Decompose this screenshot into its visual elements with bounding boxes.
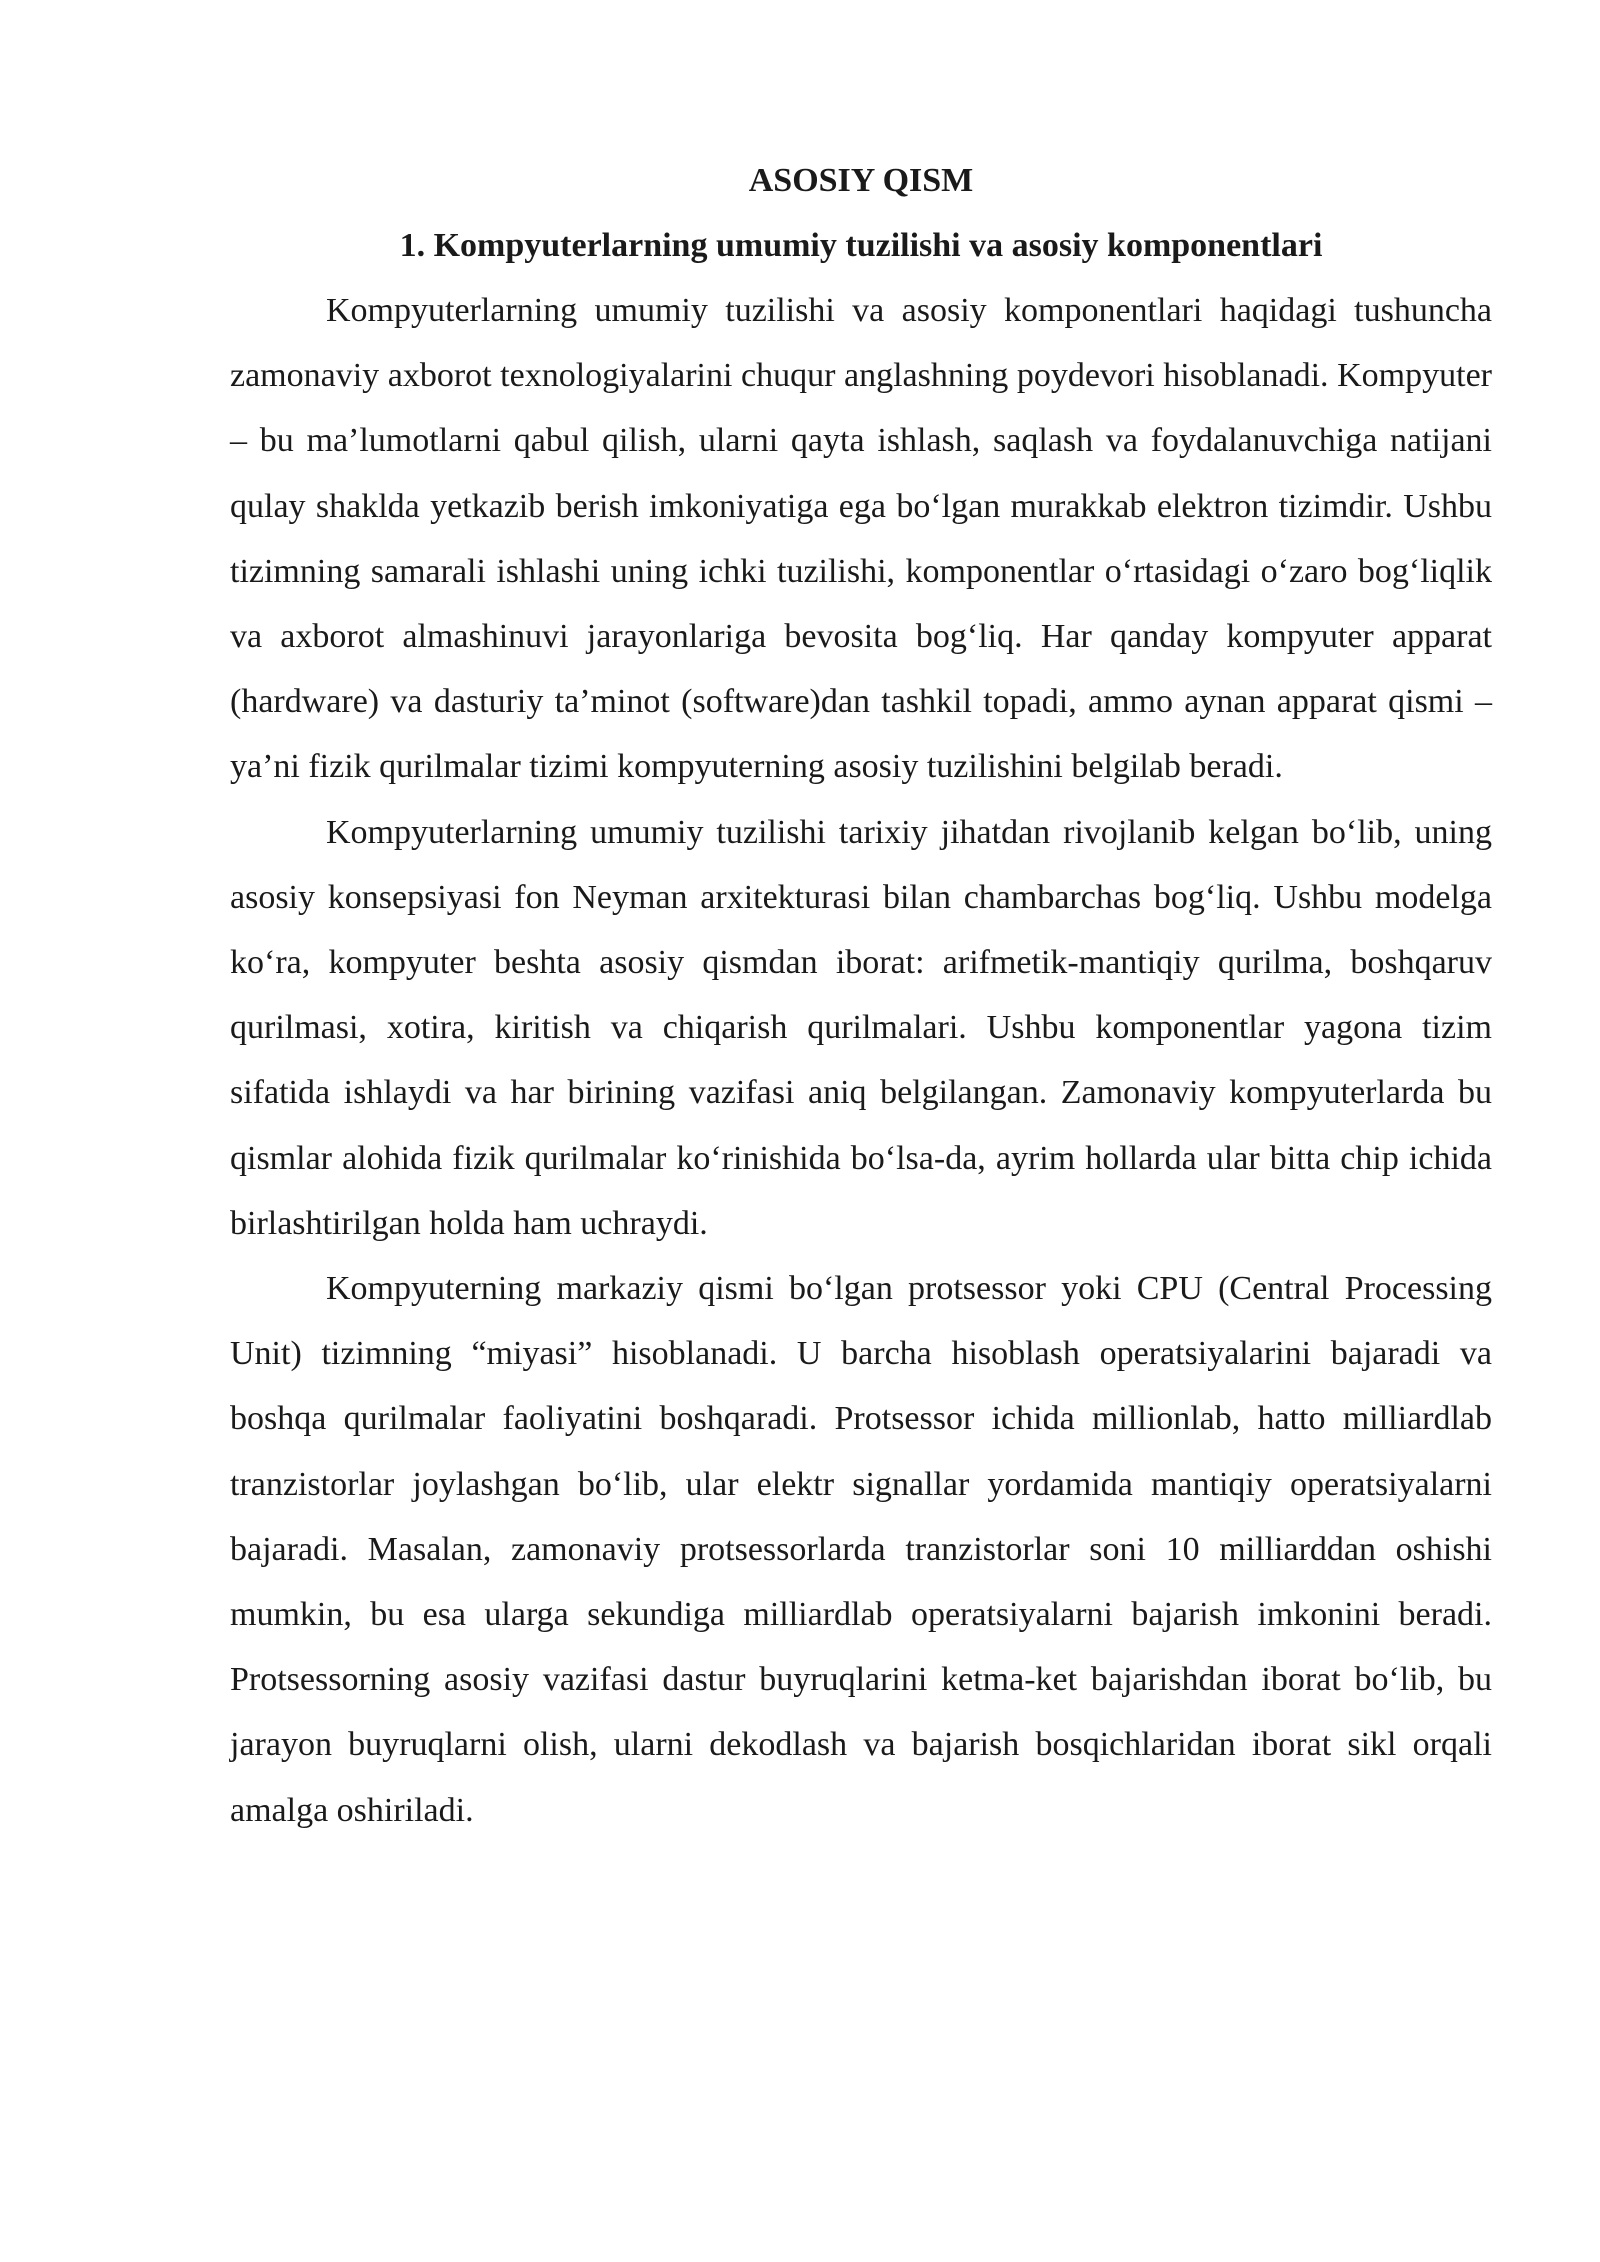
paragraph-1: Kompyuterlarning umumiy tuzilishi va asosiy komponentlari haqidagi tushuncha zamonaviy axborot texnologiyalarini chuqur anglashning poydevori hisoblanadi. Kompyuter – bu ma’lumotlarni qabul qilish, ularni qayta ishlash, saqlash va foydalanuvchiga natijani qulay shaklda yetkazib berish imkoniyatiga ega bo‘lgan murakkab elektron tizimdir. Ushbu tizimning samarali ishlashi uning ichki tuzilishi, komponentlar o‘rtasidagi o‘zaro bog‘liqlik va axborot almashinuvi jarayonlariga bevosita bog‘liq. Har qanday kompyuter apparat (hardware) va dasturiy ta’minot (software)dan tashkil topadi, ammo aynan apparat qismi – ya’ni fizik qurilmalar tizimi kompyuterning asosiy tuzilishini belgilab beradi. [230,292,1492,786]
document-body [230,148,1492,1843]
section-title: 1. Kompyuterlarning umumiy tuzilishi va asosiy komponentlari [399,227,1323,264]
page-title: ASOSIY QISM [748,162,974,199]
paragraph-3: Kompyuterning markaziy qismi bo‘lgan protsessor yoki CPU (Central Processing Unit) tizimning “miyasi” hisoblanadi. U barcha hisoblash operatsiyalarini bajaradi va boshqa qurilmalar faoliyatini boshqaradi. Protsessor ichida millionlab, hatto milliardlab tranzistorlar joylashgan bo‘lib, ular elektr signallar yordamida mantiqiy operatsiyalarni bajaradi. Masalan, zamonaviy protsessorlarda tranzistorlar soni 10 milliarddan oshishi mumkin, bu esa ularga sekundiga milliardlab operatsiyalarni bajarish imkonini beradi. Protsessorning asosiy vazifasi dastur buyruqlarini ketma-ket bajarishdan iborat bo‘lib, bu jarayon buyruqlarni olish, ularni dekodlash va bajarish bosqichlaridan iborat sikl orqali amalga oshiriladi. [230,1270,1492,1829]
paragraph-2: Kompyuterlarning umumiy tuzilishi tarixiy jihatdan rivojlanib kelgan bo‘lib, uning asosiy konsepsiyasi fon Neyman arxitekturasi bilan chambarchas bog‘liq. Ushbu modelga ko‘ra, kompyuter beshta asosiy qismdan iborat: arifmetik-mantiqiy qurilma, boshqaruv qurilmasi, xotira, kiritish va chiqarish qurilmalari. Ushbu komponentlar yagona tizim sifatida ishlaydi va har birining vazifasi aniq belgilangan. Zamonaviy kompyuterlarda bu qismlar alohida fizik qurilmalar ko‘rinishida bo‘lsa-da, ayrim hollarda ular bitta chip ichida birlashtirilgan holda ham uchraydi. [230,813,1492,1242]
